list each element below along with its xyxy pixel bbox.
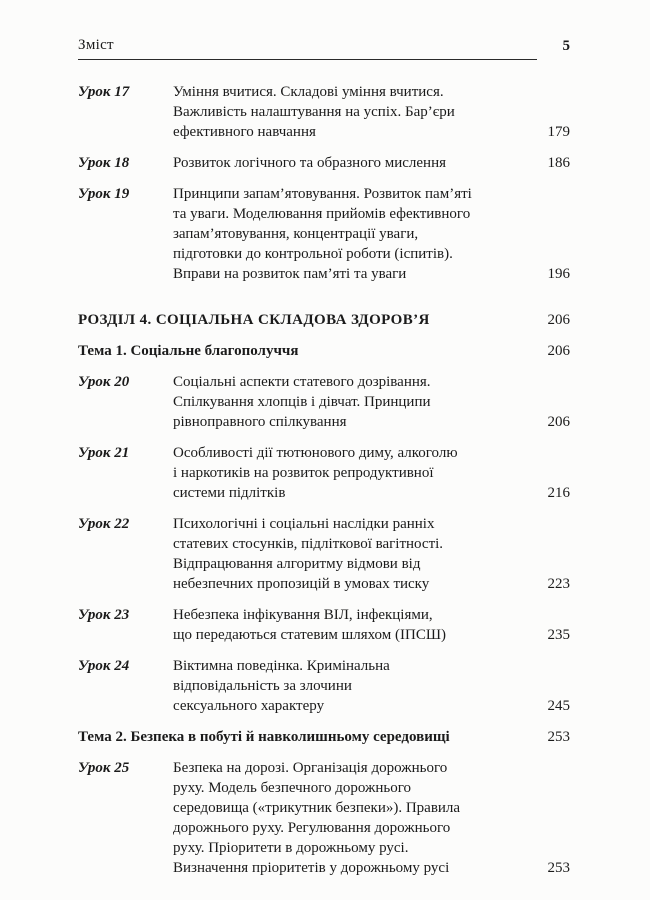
toc-line: запам’ятовування, концентрації уваги, <box>173 226 419 242</box>
toc-line-with-page <box>173 858 570 878</box>
toc-line-with-page <box>78 341 570 361</box>
toc-line-with-page <box>173 696 570 716</box>
toc-entry-page-number: 186 <box>547 155 570 171</box>
toc-lesson-entry <box>78 372 570 432</box>
toc-line: середовища («трикутник безпеки»). Правила <box>173 800 461 816</box>
toc-entry-page-number: 206 <box>547 414 570 430</box>
toc-lesson-entry <box>78 184 570 284</box>
toc-entry-text: системи підлітків <box>173 485 286 501</box>
lesson-body <box>173 656 570 716</box>
page-number: 5 <box>562 38 570 54</box>
toc-entry-text: Розвиток логічного та образного мислення <box>173 155 446 171</box>
lesson-body <box>173 758 570 878</box>
toc-line: статевих стосунків, підліткової вагітності. <box>173 536 444 552</box>
toc-entry-text: РОЗДІЛ 4. СОЦІАЛЬНА СКЛАДОВА ЗДОРОВ’Я <box>78 312 430 328</box>
toc-lesson-entry <box>78 656 570 716</box>
toc-entry-page-number: 253 <box>547 860 570 876</box>
toc-entry-text: Вправи на розвиток пам’яті та уваги <box>173 266 407 282</box>
toc-line: руху. Модель безпечного дорожнього <box>173 780 412 796</box>
lesson-body <box>173 82 570 142</box>
toc-line-with-page <box>173 264 570 284</box>
toc-entry-page-number: 196 <box>547 266 570 282</box>
lesson-label: Урок 18 <box>78 155 130 171</box>
toc-entry-page-number: 206 <box>547 343 570 359</box>
toc-line-with-page <box>78 727 570 747</box>
toc-entry-text: ефективного навчання <box>173 124 316 140</box>
toc-line-with-page <box>78 310 570 330</box>
toc-line-with-page <box>173 412 570 432</box>
toc-line: Соціальні аспекти статевого дозрівання. <box>173 374 431 390</box>
toc-line: Принципи запам’ятовування. Розвиток пам’яті <box>173 186 472 202</box>
toc-line-with-page <box>173 122 570 142</box>
page-header <box>78 36 570 60</box>
toc-entry-page-number: 179 <box>547 124 570 140</box>
toc-entry-text: рівноправного спілкування <box>173 414 347 430</box>
toc-entry-text: Визначення пріоритетів у дорожньому русі <box>173 860 450 876</box>
toc-line: Відпрацювання алгоритму відмови від <box>173 556 421 572</box>
toc-section-entry <box>78 727 570 747</box>
toc-entry-page-number: 216 <box>547 485 570 501</box>
lesson-label: Урок 19 <box>78 186 130 202</box>
lesson-label: Урок 24 <box>78 658 130 674</box>
toc-list <box>78 82 570 878</box>
toc-line: дорожнього руху. Регулювання дорожнього <box>173 820 451 836</box>
lesson-label: Урок 22 <box>78 516 130 532</box>
toc-line: Спілкування хлопців і дівчат. Принципи <box>173 394 431 410</box>
lesson-body <box>173 514 570 594</box>
toc-entry-page-number: 235 <box>547 627 570 643</box>
toc-entry-text: сексуального характеру <box>173 698 325 714</box>
toc-line: підготовки до контрольної роботи (іспитів). <box>173 246 453 262</box>
header-title: Зміст <box>78 37 114 53</box>
toc-lesson-entry <box>78 153 570 173</box>
toc-entry-page-number: 223 <box>547 576 570 592</box>
toc-entry-text: Тема 2. Безпека в побуті й навколишньому середовищі <box>78 729 450 745</box>
toc-line-with-page <box>173 483 570 503</box>
toc-lesson-entry <box>78 758 570 878</box>
toc-line: і наркотиків на розвиток репродуктивної <box>173 465 434 481</box>
toc-entry-text: що передаються статевим шляхом (ІПСШ) <box>173 627 446 643</box>
lesson-label: Урок 20 <box>78 374 130 390</box>
lesson-body <box>173 443 570 503</box>
toc-line: Віктимна поведінка. Кримінальна <box>173 658 390 674</box>
lesson-body <box>173 605 570 645</box>
toc-entry-page-number: 206 <box>547 312 570 328</box>
toc-line: Психологічні і соціальні наслідки ранніх <box>173 516 435 532</box>
toc-entry-page-number: 245 <box>547 698 570 714</box>
toc-entry-text: Тема 1. Соціальне благополуччя <box>78 343 299 359</box>
toc-line-with-page <box>173 574 570 594</box>
toc-line: Особливості дії тютюнового диму, алкоголю <box>173 445 458 461</box>
lesson-body <box>173 184 570 284</box>
toc-line: Уміння вчитися. Складові уміння вчитися. <box>173 84 444 100</box>
lesson-label: Урок 21 <box>78 445 130 461</box>
toc-lesson-entry <box>78 514 570 594</box>
toc-entry-page-number: 253 <box>547 729 570 745</box>
lesson-body <box>173 372 570 432</box>
toc-lesson-entry <box>78 605 570 645</box>
toc-line-with-page <box>173 153 570 173</box>
toc-line: Безпека на дорозі. Організація дорожнього <box>173 760 448 776</box>
toc-line: відповідальність за злочини <box>173 678 352 694</box>
toc-section-entry <box>78 310 570 330</box>
toc-line: Важливість налаштування на успіх. Бар’єри <box>173 104 455 120</box>
toc-lesson-entry <box>78 443 570 503</box>
lesson-label: Урок 23 <box>78 607 130 623</box>
toc-line: Небезпека інфікування ВІЛ, інфекціями, <box>173 607 433 623</box>
toc-lesson-entry <box>78 82 570 142</box>
toc-line-with-page <box>173 625 570 645</box>
lesson-body <box>173 153 570 173</box>
toc-section-entry <box>78 341 570 361</box>
header-rule <box>78 36 537 60</box>
toc-entry-text: небезпечних пропозицій в умовах тиску <box>173 576 430 592</box>
lesson-label: Урок 17 <box>78 84 130 100</box>
toc-line: та уваги. Моделювання прийомів ефективного <box>173 206 471 222</box>
lesson-label: Урок 25 <box>78 760 130 776</box>
toc-line: руху. Пріоритети в дорожньому русі. <box>173 840 409 856</box>
